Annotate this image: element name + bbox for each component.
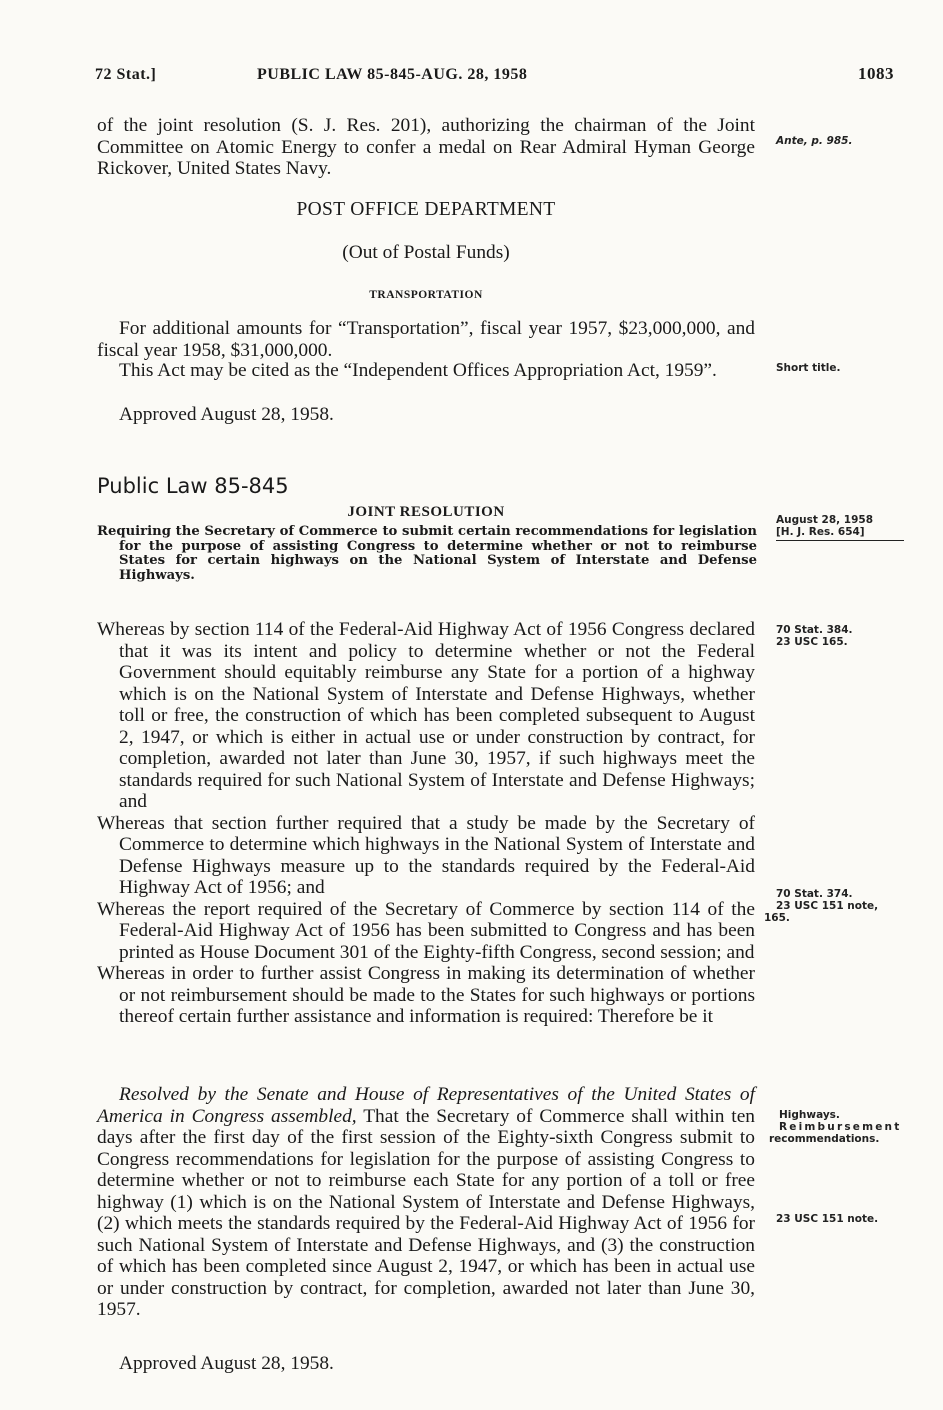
page-number: 1083 bbox=[858, 64, 894, 83]
summary-text: Requiring the Secretary of Commerce to submit certain recommendations for legislation for the purpose of assisting Congress to determine whether or not to reimburse States for certain highways on the National System of Interstate and Defense Highways. bbox=[97, 524, 757, 583]
resolution-summary bbox=[97, 525, 757, 583]
resolution-number-line: [H. J. Res. 654] bbox=[776, 526, 865, 538]
margin-note-date bbox=[776, 514, 904, 541]
margin-note-stat-2 bbox=[764, 888, 879, 924]
highways-line-2: Reimbursement bbox=[779, 1121, 902, 1133]
whereas-clause-4: Whereas in order to further assist Congress in making its determination of whether or not reimbursement should be made to the States for such highways or portions thereof certain further assistance and information is required: Therefore be it bbox=[97, 963, 755, 1027]
running-head-title: PUBLIC LAW 85-845-AUG. 28, 1958 bbox=[257, 66, 528, 83]
intro-paragraph: of the joint resolution (S. J. Res. 201), authorizing the chairman of the Joint Committee on Atomic Energy to confer a medal on Rear Admiral Hyman George Rickover, United States Navy. bbox=[97, 115, 755, 179]
stat-2-line-2: 23 USC 151 note, bbox=[776, 900, 879, 912]
section-subtitle: (Out of Postal Funds) bbox=[342, 242, 510, 263]
margin-note-ante: Ante, p. 985. bbox=[776, 135, 853, 147]
citation-paragraph: This Act may be cited as the “Independent Offices Appropriation Act, 1959”. bbox=[119, 360, 717, 381]
stat-1-line-2: 23 USC 165. bbox=[776, 636, 848, 648]
margin-note-usc: 23 USC 151 note. bbox=[776, 1213, 879, 1225]
section-title: POST OFFICE DEPARTMENT bbox=[296, 199, 556, 220]
resolution-type: JOINT RESOLUTION bbox=[347, 504, 505, 520]
highways-line-1: Highways. bbox=[779, 1109, 840, 1121]
resolved-text: That the Secretary of Commerce shall within ten days after the first day of the first session of the Eighty-sixth Congress submit to Congress recommendations for legislation for the purpose of assisting Congress to determine whether or not to reimburse each State for any portion of a toll or free highway (1) which is on the National System of Interstate and Defense Highways, (2) which meets the standards required by the Federal-Aid Highway Act of 1956 for such National System of Interstate and Defense Highways, and (3) the construction of which has been completed since August 2, 1947, or which has been in actual use or under construction by contract, for completion, awarded not later than June 30, 1957. bbox=[97, 1105, 755, 1320]
stat-1-line-1: 70 Stat. 384. bbox=[776, 624, 853, 636]
highways-line-3: recommendations. bbox=[769, 1133, 880, 1145]
stat-2-line-3: 165. bbox=[764, 912, 790, 924]
whereas-clause-3: Whereas the report required of the Secretary of Commerce by section 114 of the Federal-Aid Highway Act of 1956 has been submitted to Congress and has been printed as House Document 301 of the Eighty-fifth Congress, second session; and bbox=[97, 898, 755, 963]
date-line: August 28, 1958 bbox=[776, 514, 873, 526]
margin-note-short-title: Short title. bbox=[776, 362, 841, 374]
margin-note-stat-1 bbox=[776, 624, 853, 648]
law-title: Public Law 85-845 bbox=[97, 474, 289, 498]
resolved-paragraph bbox=[97, 1084, 755, 1321]
margin-note-highways bbox=[769, 1109, 902, 1145]
section-subheading: TRANSPORTATION bbox=[369, 289, 483, 301]
stat-2-line-1: 70 Stat. 374. bbox=[776, 888, 853, 900]
approved-line-2: Approved August 28, 1958. bbox=[119, 1353, 334, 1374]
enacting-clause: Resolved by the Senate and House of Representatives of the United States of America in Congress assembled, bbox=[97, 1084, 755, 1127]
transportation-paragraph: For additional amounts for “Transportation”, fiscal year 1957, $23,000,000, and fiscal year 1958, $31,000,000. bbox=[97, 318, 755, 361]
whereas-clause-2: Whereas that section further required that a study be made by the Secretary of Commerce to determine which highways in the National System of Interstate and Defense Highways measure up to the standards required by the Federal-Aid Highway Act of 1956; and bbox=[97, 812, 755, 898]
whereas-clauses bbox=[97, 619, 755, 1028]
whereas-clause-1: Whereas by section 114 of the Federal-Aid Highway Act of 1956 Congress declared that it was its intent and policy to determine whether or not the Federal Government should equitably reimburse any State for a portion of a highway which is on the National System of Interstate and Defense Highways, whether toll or free, the construction of which has been completed subsequent to August 2, 1947, or which is either in actual use or under construction by contract, for completion, awarded not later than June 30, 1957, if such highways meet the standards required for such National System of Interstate and Defense Highways; and bbox=[97, 619, 755, 812]
approved-line-1: Approved August 28, 1958. bbox=[119, 404, 334, 425]
running-head-stat: 72 Stat.] bbox=[95, 66, 157, 83]
